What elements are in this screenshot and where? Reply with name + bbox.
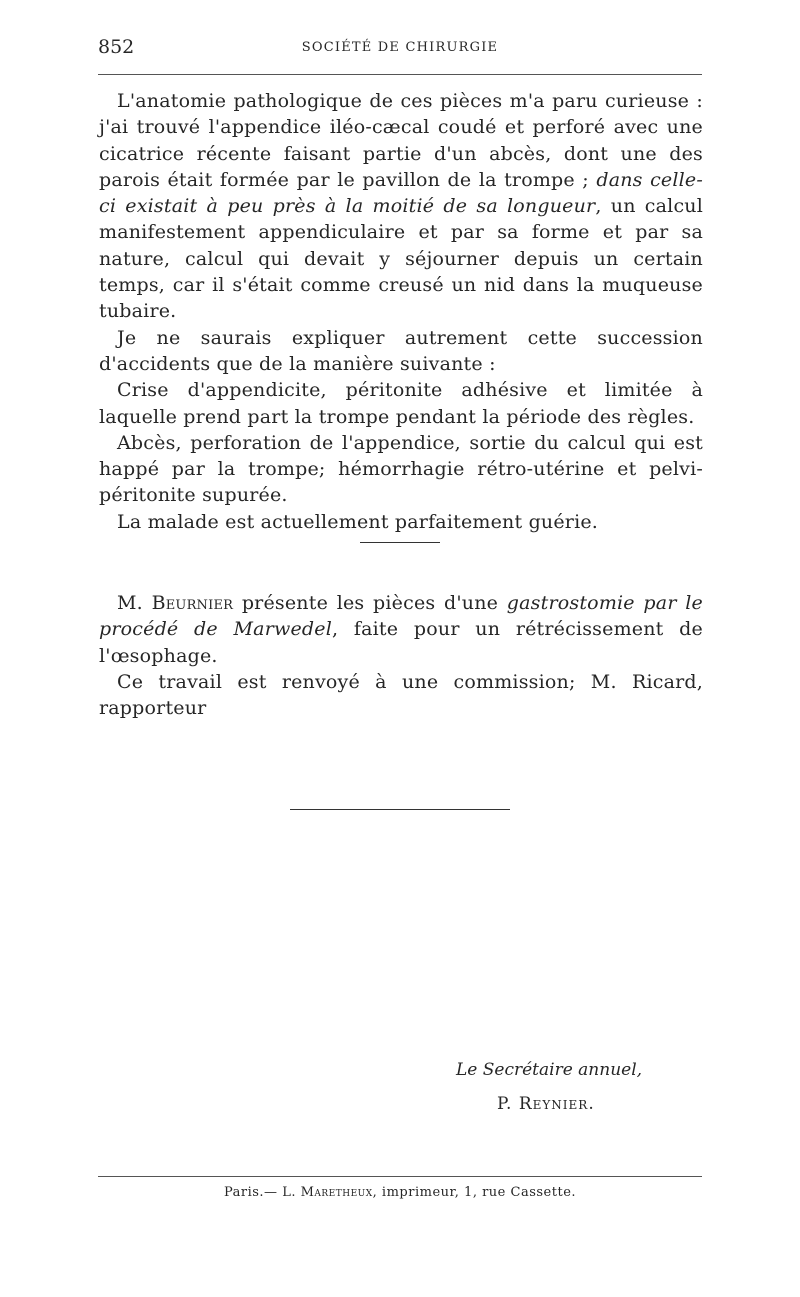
paragraph-abscess: Abcès, perforation de l'appendice, sortie du calcul qui est happé par la trompe; hémorrhagie rétro-utérine et pelvi-péritonite supurée. <box>99 431 703 507</box>
running-head: SOCIÉTÉ DE CHIRURGIE <box>301 40 499 55</box>
main-text <box>99 88 703 535</box>
signature-initial: P. <box>497 1094 519 1114</box>
paragraph-outcome: La malade est actuellement parfaitement guérie. <box>117 510 599 533</box>
paragraph-explanation: Je ne saurais expliquer autrement cette succession d'accidents que de la manière suivante : <box>99 326 703 375</box>
printer-imprint <box>98 1185 702 1200</box>
imprint-printer: Maretheux <box>300 1185 373 1200</box>
communication-prefix: M. <box>117 592 152 614</box>
header-rule <box>98 74 702 75</box>
signature-title: Le Secrétaire annuel, <box>456 1060 643 1080</box>
section-separator <box>360 542 440 543</box>
paragraph-anatomy-end: , un calcul manifestement appendiculaire et par sa forme et par sa nature, calcul qui devait y séjourner depuis un certain temps, car il s'était comme creusé un nid dans la muqueuse tubaire. <box>99 195 704 323</box>
paragraph-crisis: Crise d'appendicite, péritonite adhésive et limitée à laquelle prend part la trompe pendant la période des règles. <box>99 379 703 428</box>
closing-separator <box>290 809 510 810</box>
paragraph-anatomy <box>99 88 703 325</box>
communication-middle: présente les pièces d'une <box>233 592 507 614</box>
author-name: Beurnier <box>151 592 234 614</box>
communication-end: , faite pour un rétrécissement de l'œsophage. <box>99 618 703 667</box>
imprint-city: Paris.— L. <box>223 1185 301 1200</box>
imprint-address: , imprimeur, 1, rue Cassette. <box>372 1185 577 1200</box>
signature-surname: Reynier. <box>518 1094 595 1114</box>
paragraph-communication <box>99 590 703 669</box>
paragraph-anatomy-start: L'anatomie pathologique de ces pièces m'a paru curieuse : j'ai trouvé l'appendice iléo-cæcal coudé et perforé avec une cicatrice récente faisant partie d'un abcès, dont une des parois était formée par le pavillon de la trompe ; <box>99 90 703 191</box>
paragraph-anatomy-italic: dans celle-ci existait à peu près à la moitié de sa longueur <box>99 168 703 218</box>
footer-rule <box>98 1176 702 1177</box>
page-header <box>98 36 702 60</box>
procedure-name: gastrostomie par le procédé de Marwedel <box>99 592 703 641</box>
signature-name <box>497 1094 595 1114</box>
page-number: 852 <box>98 36 135 58</box>
paragraph-commission: Ce travail est renvoyé à une commission; M. Ricard, rapporteur <box>99 670 703 720</box>
communication-text <box>99 590 703 721</box>
